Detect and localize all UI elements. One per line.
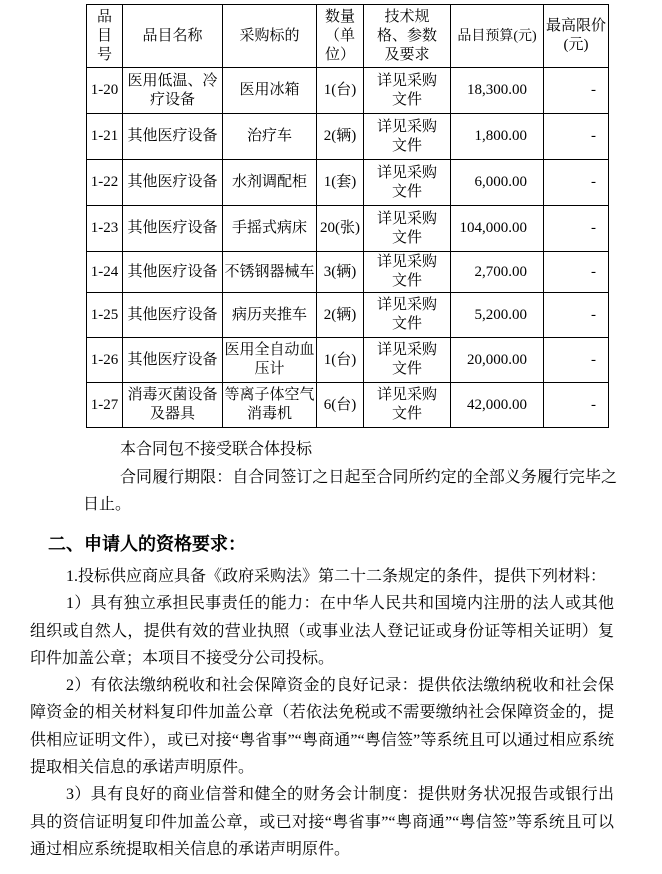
table-header-row (87, 5, 609, 68)
target-cell: 病历夹推车 (223, 293, 317, 338)
target-cell: 水剂调配柜 (223, 160, 317, 206)
budget-cell: 1,800.00 (451, 114, 544, 160)
note-no-consortium: 本合同包不接受联合体投标 (120, 441, 313, 458)
item-name-cell: 其他医疗设备 (123, 293, 223, 338)
quantity-cell: 1(台) (317, 338, 364, 383)
item-number-cell: 1-25 (87, 293, 123, 338)
spec-cell: 详见采购文件 (364, 293, 451, 338)
table-row (87, 206, 609, 252)
qualification-intro: 1.投标供应商应具备《政府采购法》第二十二条规定的条件，提供下列材料： (66, 568, 607, 585)
quantity-cell: 1(台) (317, 68, 364, 114)
table-row (87, 338, 609, 383)
spec-cell: 详见采购文件 (364, 252, 451, 293)
budget-cell: 2,700.00 (451, 252, 544, 293)
target-cell: 治疗车 (223, 114, 317, 160)
spec-cell: 详见采购文件 (364, 383, 451, 428)
procurement-items-table (86, 4, 609, 428)
budget-cell: 42,000.00 (451, 383, 544, 428)
table-row (87, 160, 609, 206)
column-header-item-name: 品目名称 (123, 5, 223, 68)
column-header-target: 采购标的 (223, 5, 317, 68)
qualification-item-3: 3）具有良好的商业信誉和健全的财务会计制度：提供财务状况报告或银行出具的资信证明复印件加盖公章，或已对接“粤省事”“粤商通”“粤信签”等系统且可以通过相应系统提取相关信息的承诺声明原件。 (30, 786, 614, 858)
qualification-requirements (30, 563, 614, 863)
quantity-cell: 2(辆) (317, 293, 364, 338)
qualification-item-1: 1）具有独立承担民事责任的能力：在中华人民共和国境内注册的法人或其他组织或自然人，提供有效的营业执照（或事业法人登记证或身份证等相关证明）复印件加盖公章；本项目不接受分公司投标。 (30, 595, 614, 667)
item-name-cell: 医用低温、冷疗设备 (123, 68, 223, 114)
budget-cell: 104,000.00 (451, 206, 544, 252)
column-header-quantity: 数量（单位） (317, 5, 364, 68)
target-cell: 医用冰箱 (223, 68, 317, 114)
quantity-cell: 20(张) (317, 206, 364, 252)
table-row (87, 252, 609, 293)
item-name-cell: 其他医疗设备 (123, 114, 223, 160)
column-header-price-cap: 最高限价(元) (544, 5, 609, 68)
item-number-cell: 1-26 (87, 338, 123, 383)
target-cell: 医用全自动血压计 (223, 338, 317, 383)
item-name-cell: 其他医疗设备 (123, 206, 223, 252)
table-row (87, 383, 609, 428)
quantity-cell: 6(台) (317, 383, 364, 428)
spec-cell: 详见采购文件 (364, 206, 451, 252)
item-name-cell: 其他医疗设备 (123, 160, 223, 206)
item-number-cell: 1-23 (87, 206, 123, 252)
quantity-cell: 3(辆) (317, 252, 364, 293)
budget-cell: 18,300.00 (451, 68, 544, 114)
item-number-cell: 1-21 (87, 114, 123, 160)
target-cell: 不锈钢器械车 (223, 252, 317, 293)
price-cap-cell: - (544, 206, 609, 252)
price-cap-cell: - (544, 383, 609, 428)
price-cap-cell: - (544, 293, 609, 338)
price-cap-cell: - (544, 160, 609, 206)
column-header-item-number: 品目号 (87, 5, 123, 68)
qualification-item-2: 2）有依法缴纳税收和社会保障资金的良好记录：提供依法缴纳税收和社会保障资金的相关材料复印件加盖公章（若依法免税或不需要缴纳社会保障资金的，提供相应证明文件），或已对接“粤省事”“粤商通”“粤信签”等系统且可以通过相应系统提取相关信息的承诺声明原件。 (30, 677, 614, 777)
price-cap-cell: - (544, 252, 609, 293)
column-header-budget: 品目预算(元) (451, 5, 544, 68)
target-cell: 手摇式病床 (223, 206, 317, 252)
spec-cell: 详见采购文件 (364, 160, 451, 206)
quantity-cell: 2(辆) (317, 114, 364, 160)
quantity-cell: 1(套) (317, 160, 364, 206)
note-performance-period: 合同履行期限：自合同签订之日起至合同所约定的全部义务履行完毕之日止。 (83, 468, 617, 513)
item-number-cell: 1-24 (87, 252, 123, 293)
item-number-cell: 1-22 (87, 160, 123, 206)
spec-cell: 详见采购文件 (364, 338, 451, 383)
price-cap-cell: - (544, 68, 609, 114)
budget-cell: 20,000.00 (451, 338, 544, 383)
price-cap-cell: - (544, 114, 609, 160)
column-header-spec: 技术规格、参数及要求 (364, 5, 451, 68)
contract-notes (83, 436, 617, 519)
spec-cell: 详见采购文件 (364, 68, 451, 114)
table-row (87, 68, 609, 114)
item-name-cell: 其他医疗设备 (123, 252, 223, 293)
item-number-cell: 1-20 (87, 68, 123, 114)
spec-cell: 详见采购文件 (364, 114, 451, 160)
item-number-cell: 1-27 (87, 383, 123, 428)
table-row (87, 114, 609, 160)
price-cap-cell: - (544, 338, 609, 383)
item-name-cell: 消毒灭菌设备及器具 (123, 383, 223, 428)
item-name-cell: 其他医疗设备 (123, 338, 223, 383)
section-heading-qualifications: 二、申请人的资格要求： (48, 534, 246, 554)
target-cell: 等离子体空气消毒机 (223, 383, 317, 428)
budget-cell: 5,200.00 (451, 293, 544, 338)
budget-cell: 6,000.00 (451, 160, 544, 206)
table-row (87, 293, 609, 338)
